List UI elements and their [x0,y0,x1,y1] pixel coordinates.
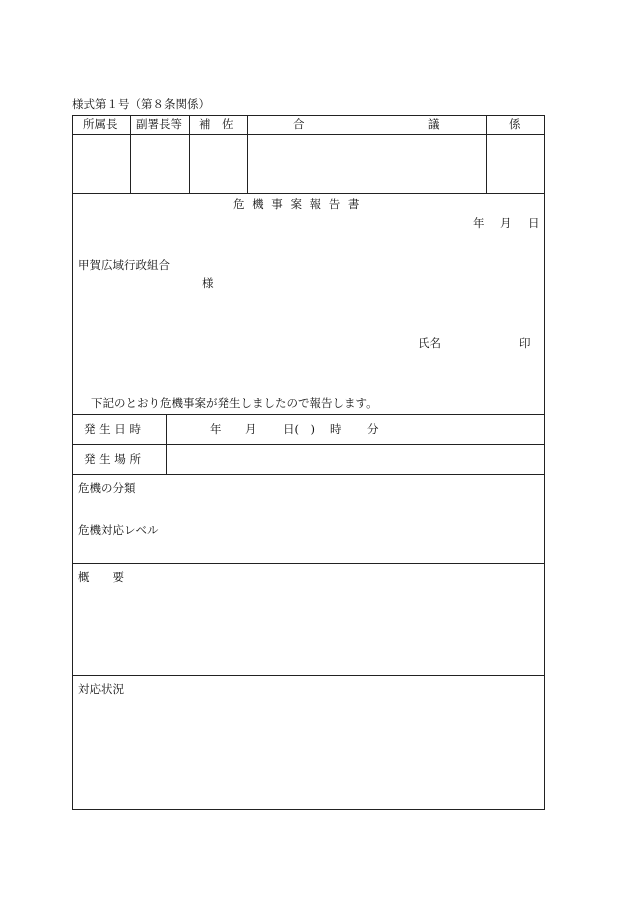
crisis-response-level-label: 危機対応レベル [78,523,159,537]
classification-field[interactable] [74,476,543,562]
addressee-honorific: 様 [202,276,214,290]
approval-stamp-assistant[interactable] [190,135,246,192]
datetime-hour-label: 時 [330,422,342,436]
reporter-name-label: 氏名 [418,336,441,350]
place-row-top-line [72,444,545,445]
place-row-bottom-line [72,474,545,475]
approval-assistant-label: 補 佐 [199,117,234,131]
occurrence-datetime-label: 発 生 日 時 [84,422,141,436]
response-status-label: 対応状況 [78,682,124,696]
form-code: 様式第１号（第８条関係） [72,97,210,111]
crisis-classification-label: 危機の分類 [78,481,136,495]
approval-stamp-staff[interactable] [487,135,544,192]
summary-label: 概 要 [78,570,124,584]
response-status-field[interactable] [74,677,543,808]
report-intro-text: 下記のとおり危機事案が発生しましたので報告します。 [91,396,378,410]
date-day-label: 日 [528,216,540,230]
addressee-organization: 甲賀広域行政組合 [78,258,170,272]
reporter-name-field[interactable] [445,334,515,354]
date-year-label: 年 [473,216,485,230]
occurrence-place-label: 発 生 場 所 [84,452,141,466]
datetime-month-label: 月 [245,422,257,436]
label-value-divider [166,414,167,475]
approval-consult-label-2: 議 [428,117,440,131]
approval-consult-label-1: 合 [293,117,305,131]
date-month-label: 月 [500,216,512,230]
classification-bottom-line [72,563,545,564]
occurrence-datetime-field[interactable] [168,416,543,443]
approval-stamp-chief[interactable] [73,135,129,192]
summary-bottom-line [72,675,545,676]
report-title: 危 機 事 案 報 告 書 [233,197,362,211]
approval-staff-label: 係 [509,117,521,131]
datetime-year-label: 年 [210,422,222,436]
summary-field[interactable] [74,565,543,674]
datetime-row-top-line [72,414,545,415]
datetime-minute-label: 分 [367,422,379,436]
approval-stamp-deputy[interactable] [131,135,188,192]
approval-stamp-consult[interactable] [248,135,485,192]
datetime-day-label: 日( ) [283,422,315,436]
approval-deputy-label: 副署長等 [136,117,182,131]
seal-label: 印 [519,336,531,350]
approval-bottom-line [72,193,545,194]
occurrence-place-field[interactable] [168,446,543,473]
approval-chief-label: 所属長 [83,117,118,131]
